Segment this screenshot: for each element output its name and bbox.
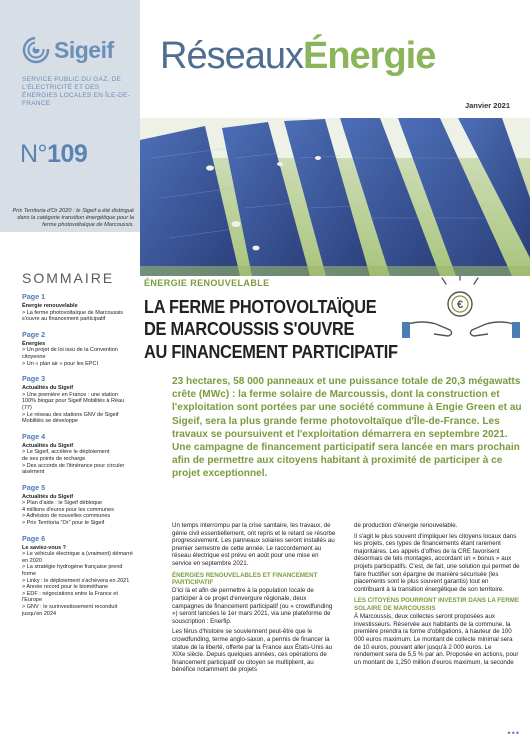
table-of-contents xyxy=(22,292,134,617)
headline xyxy=(144,296,408,363)
svg-text:€: € xyxy=(456,299,464,311)
toc-item: > GNV : le surinvestissement reconduit xyxy=(22,604,118,610)
issue-number xyxy=(20,140,87,169)
euro-coin-hands-icon xyxy=(402,276,520,356)
sigeif-logo-icon xyxy=(22,36,50,64)
article xyxy=(140,276,530,750)
sigeif-logo xyxy=(22,36,122,66)
toc-item: > Le Sigeif, accélère le déploiement xyxy=(22,449,110,456)
toc-item: jusqu'en 2024 xyxy=(22,610,57,617)
toc-item: Mobilités se développe xyxy=(22,418,78,425)
lede: 23 hectares, 58 000 panneaux et une puissance totale de 20,3 mégawatts crête (MWc) : la ferme solaire de Marcoussis, dont la construction et l'exploitation sont portées par une société commune à Engie Green et au Sigeif, sera la plus grande ferme photovoltaïque d'Île-de-France. Les travaux se poursuivent et l'exploitation démarrera en septembre 2021. Une campagne de financement participatif sera lancée en mars prochain afin de permettre aux citoyens habitant à proximité de participer à ce projet exceptionnel. xyxy=(172,376,522,480)
toc-item: citoyenne xyxy=(22,353,46,360)
crowdfunding-illustration xyxy=(402,276,520,356)
sidebar-header-panel xyxy=(0,0,140,232)
paragraph: Un temps interrompu par la crise sanitaire, les travaux, de génie civil essentiellement, ont repris et le retard se résorbe progressivement. Les panneaux solaires seront installés au premier semestre de cette année. Le raccordement au réseau électrique est prévu en août pour une mise en service en septembre 2021. xyxy=(172,522,336,567)
toc-item: de ses points de recharge xyxy=(22,455,86,462)
toc-item: > Plan d'aide : le Sigeif débloque xyxy=(22,500,103,507)
toc-page-label: Page 1 xyxy=(22,292,46,301)
subheading: ÉNERGIES RENOUVELABLES ET FINANCEMENT PARTICIPATIF xyxy=(172,571,318,586)
masthead-title xyxy=(160,36,435,76)
toc-section-heading: Le saviez-vous ? xyxy=(22,544,67,551)
toc-page-label: Page 6 xyxy=(22,533,46,543)
toc-item: > Un « plan air » pour les EPCI xyxy=(22,360,98,367)
toc-item: > EDF : négociations entre la France et xyxy=(22,590,118,597)
toc-section-heading: Énergies xyxy=(22,340,46,347)
toc-item: > Prix Territoria "Or" pour le Sigeif xyxy=(22,520,105,527)
sommaire-title: SOMMAIRE xyxy=(22,270,115,286)
body-column-left xyxy=(172,522,338,677)
sidebar xyxy=(0,0,140,750)
issue-value: 109 xyxy=(47,140,88,168)
toc-item: > Un projet de loi issu de la Convention xyxy=(22,347,118,354)
subheading: LES CITOYENS POURRONT INVESTIR DANS LA FERME SOLAIRE DE MARCOUSSIS xyxy=(354,597,520,612)
masthead-reseaux: Réseaux xyxy=(160,35,303,77)
toc-item: en 2020 xyxy=(22,557,42,564)
headline-line-3: AU FINANCEMENT PARTICIPATIF xyxy=(144,340,398,362)
headline-line-1: LA FERME PHOTOVOLTAÏQUE xyxy=(144,296,377,317)
masthead-energie: Énergie xyxy=(302,35,436,77)
toc-page-label: Page 3 xyxy=(22,374,46,384)
toc-item: s'ouvre au financement participatif xyxy=(22,316,106,323)
section-label: ÉNERGIE RENOUVELABLE xyxy=(144,278,270,288)
masthead-header xyxy=(140,0,530,118)
paragraph: Il s'agit le plus souvent d'impliquer les citoyens locaux dans les projets, ces types de financements étant rarement majoritaires. Les appels d'offres de la CRE favorisent désormais de tels montages, accordant un « bonus » aux projets participatifs. C'est, de fait, une solution qui permet de faire fructifier son épargne de manière sécurisée (les placements sont le plus souvent garantis) tout en contribuant à la transition énergétique de son territoire. xyxy=(354,532,520,593)
toc-item: > Des accords de l'itinérance pour circuler xyxy=(22,462,125,469)
toc-item: > Adhésion de nouvelles communes xyxy=(22,513,111,520)
toc-section-heading: Actualités du Sigeif xyxy=(22,493,74,500)
toc-item: > Année record pour le biométhane xyxy=(22,584,109,591)
solar-farm-photo xyxy=(140,118,530,276)
toc-item: > La ferme photovoltaïque de Marcoussis xyxy=(22,309,124,316)
service-description: SERVICE PUBLIC DU GAZ, DE L'ÉLECTRICITÉ ET DES ÉNERGIES LOCALES EN ÎLE-DE-FRANCE xyxy=(22,76,130,107)
body-column-right xyxy=(354,522,520,669)
toc-item: > Le réseau des stations GNV de Sigeif xyxy=(22,411,119,418)
toc-item: > Le véhicule électrique a (vraiment) démarré xyxy=(22,551,133,558)
toc-section-heading: Énergie renouvelable xyxy=(22,303,78,309)
toc-page-label: Page 4 xyxy=(22,431,46,441)
paragraph: À Marcoussis, deux collectes seront proposées aux investisseurs. Réservée aux habitants de la commune, la première prendra la forme d'obligations, à hauteur de 100 000 euros maximum. Le montant de collecte minimal sera de 10 euros, pouvant aller jusqu'à 2 000 euros. Le rendement sera de 5,5 % par an. Proposée en actions, pour un montant de 1,250 million d'euros maximum, la seconde xyxy=(354,613,519,666)
toc-item: forme xyxy=(22,571,37,578)
issue-date: Janvier 2021 xyxy=(464,101,510,110)
toc-item: > Linky : le déploiement s'achèvera en 2021 xyxy=(22,577,130,584)
issue-prefix: N° xyxy=(20,140,48,168)
paragraph: D'ici là et afin de permettre à la population locale de participer à ce projet d'envergure régionale, deux campagnes de financement participatif (ou « crowdfunding ») seront lancées le 1er mars 2021, via une plateforme de souscription : Enerfip. xyxy=(172,587,333,625)
toc-item: > Une première en France : une station xyxy=(22,391,118,398)
toc-page-label: Page 2 xyxy=(22,329,46,339)
paragraph: Les férus d'histoire se souviennent peut-être que le crowdfunding, terme anglo-saxon, a permis de financer la statue de la liberté, offerte par la France aux États-Unis au XIXe siècle. Depuis quelques années, ces opérations de financement participatif ou citoyen se multiplient, au bénéfice notamment de projets xyxy=(172,628,333,674)
toc-page-label: Page 5 xyxy=(22,482,46,492)
headline-line-2: DE MARCOUSSIS S'OUVRE xyxy=(144,318,355,340)
photo-caption: Prix Territoria d'Or 2020 : le Sigeif a été distingué dans la catégorie transition énergétique pour la ferme photovoltaïque de Marcoussis. xyxy=(12,208,134,228)
paragraph: de production d'énergie renouvelable. xyxy=(354,522,458,529)
toc-item: > La stratégie hydrogène française prend xyxy=(22,564,123,571)
toc-item: aisément xyxy=(22,469,45,476)
toc-item: 100% biogaz pour Sigeif Mobilités à Réau (77) xyxy=(22,398,125,411)
toc-section-heading: Actualités du Sigeif xyxy=(22,442,74,449)
toc-item: l'Europe xyxy=(22,597,43,604)
toc-section-heading: Actualités du Sigeif xyxy=(22,385,74,392)
continued-indicator: ••• xyxy=(507,728,520,738)
logo-text: Sigeif xyxy=(54,37,114,63)
toc-item: 4 millions d'euros pour les communes xyxy=(22,506,114,513)
solar-farm-illustration xyxy=(140,118,530,276)
